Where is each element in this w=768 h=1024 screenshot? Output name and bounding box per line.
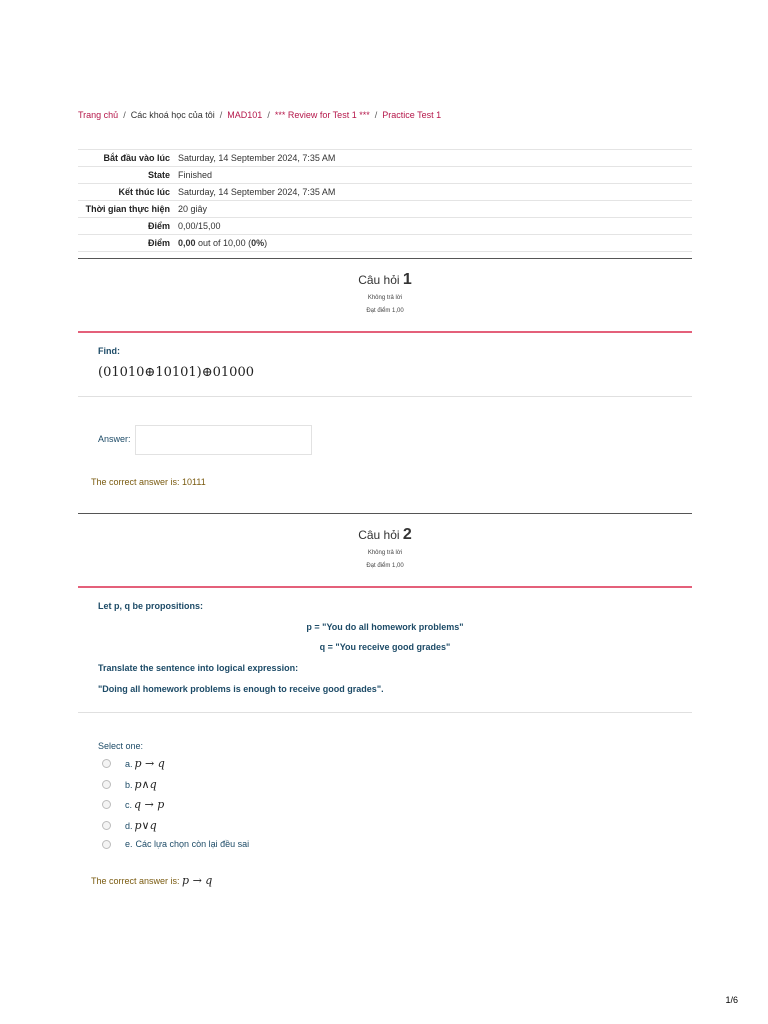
question-status: Không trả lời [367, 550, 403, 556]
question-2-instruction: Translate the sentence into logical expression: [98, 663, 299, 673]
summary-label: Kết thúc lúc [78, 184, 174, 201]
select-one-label: Select one: [98, 741, 144, 751]
summary-label: Điểm [78, 235, 174, 252]
radio-button[interactable] [102, 780, 111, 789]
radio-button[interactable] [102, 800, 111, 809]
option-a[interactable] [102, 757, 165, 770]
summary-value: Finished [174, 167, 692, 184]
summary-row-completed [78, 184, 692, 201]
question-2-p-definition: p = "You do all homework problems" [306, 622, 464, 632]
grade-percent: 0% [251, 238, 265, 248]
question-status: Không trả lời [367, 295, 403, 301]
summary-row-grade [78, 235, 692, 252]
question-2-sentence: "Doing all homework problems is enough to receive good grades". [98, 684, 384, 694]
breadcrumb: Trang chủ / Các khoá học của tôi / MAD101 / *** Review for Test 1 *** / Practice Test 1 [78, 110, 442, 120]
question-1-correct-answer: The correct answer is: 10111 [91, 477, 206, 487]
option-e[interactable] [102, 839, 249, 849]
question-1-separator [78, 331, 692, 333]
option-expression: p∧q [134, 778, 157, 791]
option-letter: c. [125, 799, 133, 810]
question-number: 2 [402, 526, 412, 543]
page-number: 1/6 [725, 995, 738, 1005]
option-expression: q → p [134, 798, 165, 811]
option-letter: a. [125, 758, 133, 769]
summary-row-marks [78, 218, 692, 235]
question-mark: Đạt điểm 1,00 [366, 308, 404, 314]
question-2-correct-answer: The correct answer is: p → q [91, 874, 213, 887]
question-2-divider [78, 712, 692, 713]
breadcrumb-home-link[interactable]: Trang chủ [78, 110, 119, 120]
question-2-header [78, 513, 692, 569]
option-expression: p∨q [134, 819, 157, 832]
option-text: Các lựa chọn còn lại đều sai [135, 839, 250, 849]
summary-value: Saturday, 14 September 2024, 7:35 AM [174, 184, 692, 201]
question-1-header [78, 258, 692, 314]
breadcrumb-course-link[interactable]: MAD101 [227, 110, 263, 120]
option-letter: d. [125, 820, 133, 831]
question-2-q-definition: q = "You receive good grades" [319, 642, 451, 652]
breadcrumb-my-courses: Các khoá học của tôi [130, 110, 215, 120]
attempt-summary-table [78, 149, 692, 252]
summary-value: 0,00/15,00 [174, 218, 692, 235]
summary-label: Điểm [78, 218, 174, 235]
question-1-prompt: Find: [98, 346, 120, 356]
radio-button[interactable] [102, 759, 111, 768]
breadcrumb-quiz-link[interactable]: Practice Test 1 [382, 110, 442, 120]
question-number: 1 [402, 271, 412, 288]
question-1-formula: (01010⊕10101)⊕01000 [98, 365, 254, 380]
radio-button[interactable] [102, 840, 111, 849]
option-d[interactable] [102, 819, 157, 832]
option-b[interactable] [102, 778, 157, 791]
question-title: Câu hỏi [358, 528, 400, 542]
option-letter: e. [125, 839, 133, 849]
answer-label: Answer: [98, 434, 131, 444]
option-letter: b. [125, 779, 133, 790]
question-1-divider [78, 396, 692, 397]
summary-value: 0,00 out of 10,00 (0%) [174, 235, 692, 252]
summary-row-started [78, 150, 692, 167]
grade-score: 0,00 [178, 238, 196, 248]
summary-row-time [78, 201, 692, 218]
radio-button[interactable] [102, 821, 111, 830]
summary-label: Bắt đầu vào lúc [78, 150, 174, 167]
answer-input[interactable] [135, 425, 312, 455]
question-mark: Đạt điểm 1,00 [366, 563, 404, 569]
option-c[interactable] [102, 798, 164, 811]
summary-label: Thời gian thực hiện [78, 201, 174, 218]
summary-value: 20 giây [174, 201, 692, 218]
summary-value: Saturday, 14 September 2024, 7:35 AM [174, 150, 692, 167]
breadcrumb-section-link[interactable]: *** Review for Test 1 *** [274, 110, 370, 120]
question-2-intro: Let p, q be propositions: [98, 601, 203, 611]
question-2-separator [78, 586, 692, 588]
correct-expression: p → q [182, 874, 213, 887]
summary-row-state [78, 167, 692, 184]
summary-label: State [78, 167, 174, 184]
option-expression: p → q [134, 757, 165, 770]
question-title: Câu hỏi [358, 273, 400, 287]
